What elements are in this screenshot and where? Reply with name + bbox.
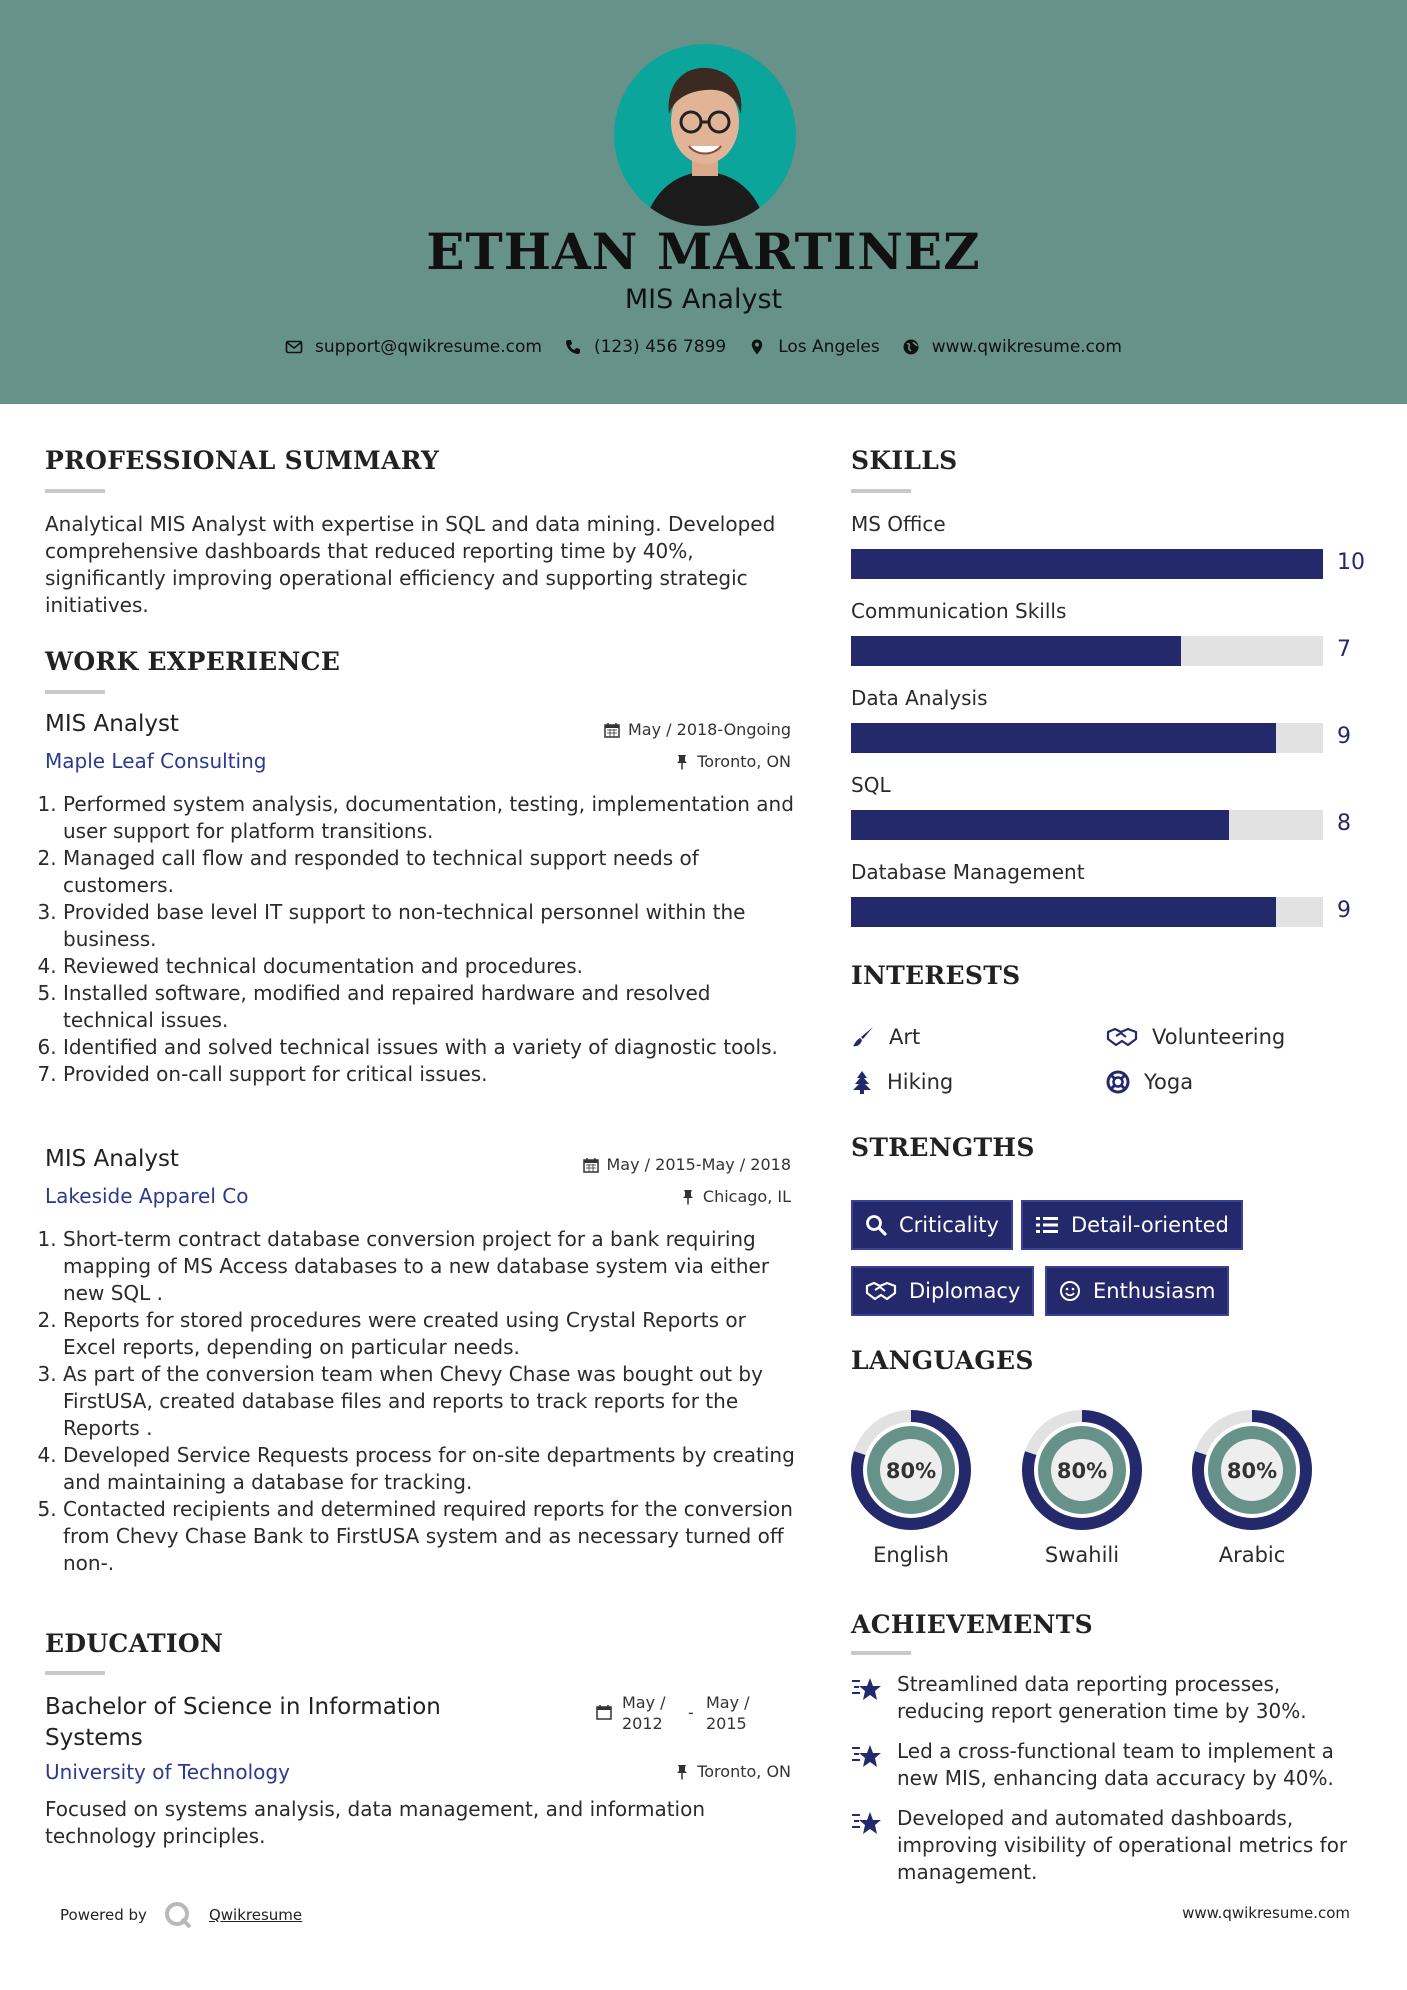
education-description: Focused on systems analysis, data management, and information technology principles. [45,1797,706,1848]
email-text: support@qwikresume.com [315,337,542,357]
contact-email[interactable] [285,337,542,357]
list-item: 2. Reports for stored procedures were created using Crystal Reports or Excel reports, depending on particular needs. [63,1307,805,1361]
skill-bar-fill [851,636,1181,666]
education-rule [45,1671,105,1675]
skill-value: 9 [1337,898,1351,923]
education-start: May / 2012 [622,1693,666,1733]
globe-icon [902,338,920,356]
achievements-rule [851,1651,911,1655]
job-dates-text: May / 2015-May / 2018 [606,1155,791,1174]
education-dates [596,1692,762,1734]
strengths-heading: STRENGTHS [851,1133,1035,1162]
contact-location [748,337,880,357]
skill-value: 9 [1337,724,1351,749]
language-percent: 80% [1226,1459,1278,1483]
job-location-text: Toronto, ON [697,752,791,771]
summary-rule [45,489,105,493]
job-dates-text: May / 2018-Ongoing [628,720,791,739]
language-percent: 80% [885,1459,937,1483]
language-name: English [873,1543,949,1567]
skill-bar-track [851,897,1323,927]
strength-label: Enthusiasm [1093,1279,1216,1303]
tree-icon [851,1070,873,1094]
footer-website[interactable]: www.qwikresume.com [1182,1904,1350,1922]
powered-by [60,1900,302,1930]
language-ring-chart [1020,1408,1144,1532]
skill-bar-track [851,723,1323,753]
education-location [675,1762,791,1781]
list-item: 7. Provided on-call support for critical issues. [63,1061,805,1088]
lifebuoy-icon [1106,1070,1130,1094]
calendar-icon [596,1704,612,1720]
list-item: 5. Contacted recipients and determined required reports for the conversion from Chevy Chase Bank to FirstUSA system and as necessary turned off non-. [63,1496,805,1577]
pushpin-icon [675,1764,689,1780]
language-ring [1190,1408,1314,1536]
language-ring [849,1408,973,1536]
company-name[interactable]: Maple Leaf Consulting [45,749,267,773]
summary-text: Analytical MIS Analyst with expertise in SQL and data mining. Developed comprehensive dashboards that reduced reporting time by 40%, significantly improving operational efficiency and supporting strategic initiatives. [45,512,776,617]
skill-label: Database Management [851,860,1085,884]
language-ring-chart [1190,1408,1314,1532]
interest-art [851,1025,920,1049]
job-title: MIS Analyst [45,1146,179,1172]
qwikresume-logo-icon [163,1900,193,1930]
achievement-text: Streamlined data reporting processes, reducing report generation time by 30%. [897,1672,1307,1723]
achievement-text: Led a cross-functional team to implement a new MIS, enhancing data accuracy by 40%. [897,1739,1334,1790]
skill-bar-fill [851,723,1276,753]
interest-yoga [1106,1070,1193,1094]
list-item: 2. Managed call flow and responded to technical support needs of customers. [63,845,805,899]
interest-label: Volunteering [1152,1025,1286,1049]
skill-bar-fill [851,810,1229,840]
achievement-item [851,1738,1371,1792]
skill-bar-track [851,810,1323,840]
skill-value: 8 [1337,811,1351,836]
handshake-icon [1106,1026,1138,1048]
education-location-text: Toronto, ON [697,1762,791,1781]
location-text: Los Angeles [778,337,880,357]
achievement-item [851,1671,1371,1725]
language-percent: 80% [1056,1459,1108,1483]
contact-website[interactable] [902,337,1122,357]
map-pin-icon [748,338,766,356]
company-name[interactable]: Lakeside Apparel Co [45,1184,249,1208]
calendar-icon [604,722,620,738]
job-dates [583,1155,792,1174]
language-ring [1020,1408,1144,1536]
skill-value: 10 [1337,550,1365,575]
header [0,0,1407,404]
language-name: Swahili [1044,1543,1120,1567]
job-title: MIS Analyst [45,711,179,737]
search-icon [865,1214,887,1236]
education-heading: EDUCATION [45,1629,224,1658]
smile-icon [1059,1280,1081,1302]
education-end: May / 2015 [706,1693,750,1733]
language-ring-chart [849,1408,973,1532]
job-dates [604,720,791,739]
list-item: 3. As part of the conversion team when Chevy Chase was bought out by FirstUSA, created database files and reports to track reports for the Reports . [63,1361,805,1442]
star-icon [851,1675,883,1703]
handshake-icon [865,1280,897,1302]
interests-heading: INTERESTS [851,961,1021,990]
brand-link[interactable]: Qwikresume [208,1906,303,1924]
experience-rule [45,690,105,694]
envelope-icon [285,338,303,356]
interest-label: Hiking [887,1070,954,1094]
achievement-text: Developed and automated dashboards, improving visibility of operational metrics for management. [897,1806,1348,1884]
skill-bar-fill [851,897,1276,927]
strength-tag [851,1200,1013,1250]
skills-heading: SKILLS [851,446,958,475]
list-item: 4. Developed Service Requests process for on-site departments by creating and maintaining a database for tracking. [63,1442,805,1496]
strength-label: Criticality [899,1213,999,1237]
list-item: 1. Short-term contract database conversion project for a bank requiring mapping of MS Access databases to a new database system via either new SQL . [63,1226,805,1307]
interest-label: Yoga [1144,1070,1194,1094]
responsibilities-list [45,1226,805,1577]
list-item: 3. Provided base level IT support to non-technical personnel within the business. [63,899,805,953]
list-item: 5. Installed software, modified and repaired hardware and resolved technical issues. [63,980,805,1034]
achievements-heading: ACHIEVEMENTS [851,1610,1093,1639]
degree-title: Bachelor of Science in Information Systems [45,1694,441,1751]
skill-label: MS Office [851,512,946,536]
job-location [681,1187,791,1206]
achievement-item [851,1805,1371,1886]
profile-photo [614,44,796,226]
summary-heading: PROFESSIONAL SUMMARY [45,446,440,475]
contact-bar [0,337,1407,357]
skill-label: Data Analysis [851,686,988,710]
date-dash: - [688,1703,694,1722]
star-icon [851,1809,883,1837]
interest-hiking [851,1070,953,1094]
star-icon [851,1742,883,1770]
strength-tag [851,1266,1034,1316]
list-icon [1035,1215,1059,1235]
powered-by-label: Powered by [60,1906,147,1924]
job-location [675,752,791,771]
calendar-icon [583,1157,599,1173]
skill-label: SQL [851,773,891,797]
strength-tag [1021,1200,1243,1250]
pushpin-icon [675,754,689,770]
candidate-title: MIS Analyst [624,284,783,315]
list-item: 6. Identified and solved technical issues with a variety of diagnostic tools. [63,1034,805,1061]
experience-heading: WORK EXPERIENCE [45,647,341,676]
website-text: www.qwikresume.com [931,337,1122,357]
strength-label: Detail-oriented [1071,1213,1229,1237]
interest-volunteering [1106,1025,1285,1049]
pushpin-icon [681,1189,695,1205]
school-name[interactable]: University of Technology [45,1760,290,1784]
contact-phone[interactable] [564,337,726,357]
responsibilities-list [45,791,805,1088]
list-item: 1. Performed system analysis, documentation, testing, implementation and user support for platform transitions. [63,791,805,845]
job-location-text: Chicago, IL [702,1187,791,1206]
skill-bar-fill [851,549,1323,579]
skill-label: Communication Skills [851,599,1067,623]
interest-label: Art [889,1025,921,1049]
candidate-name: ETHAN MARTINEZ [426,222,981,281]
strength-label: Diplomacy [909,1279,1021,1303]
paintbrush-icon [851,1025,875,1049]
list-item: 4. Reviewed technical documentation and procedures. [63,953,805,980]
skill-bar-track [851,636,1323,666]
skills-rule [851,489,911,493]
language-name: Arabic [1218,1543,1286,1567]
skill-value: 7 [1337,637,1351,662]
phone-icon [564,338,582,356]
strength-tag [1045,1266,1229,1316]
skill-bar-track [851,549,1323,579]
languages-heading: LANGUAGES [851,1346,1034,1375]
phone-text: (123) 456 7899 [593,337,727,357]
